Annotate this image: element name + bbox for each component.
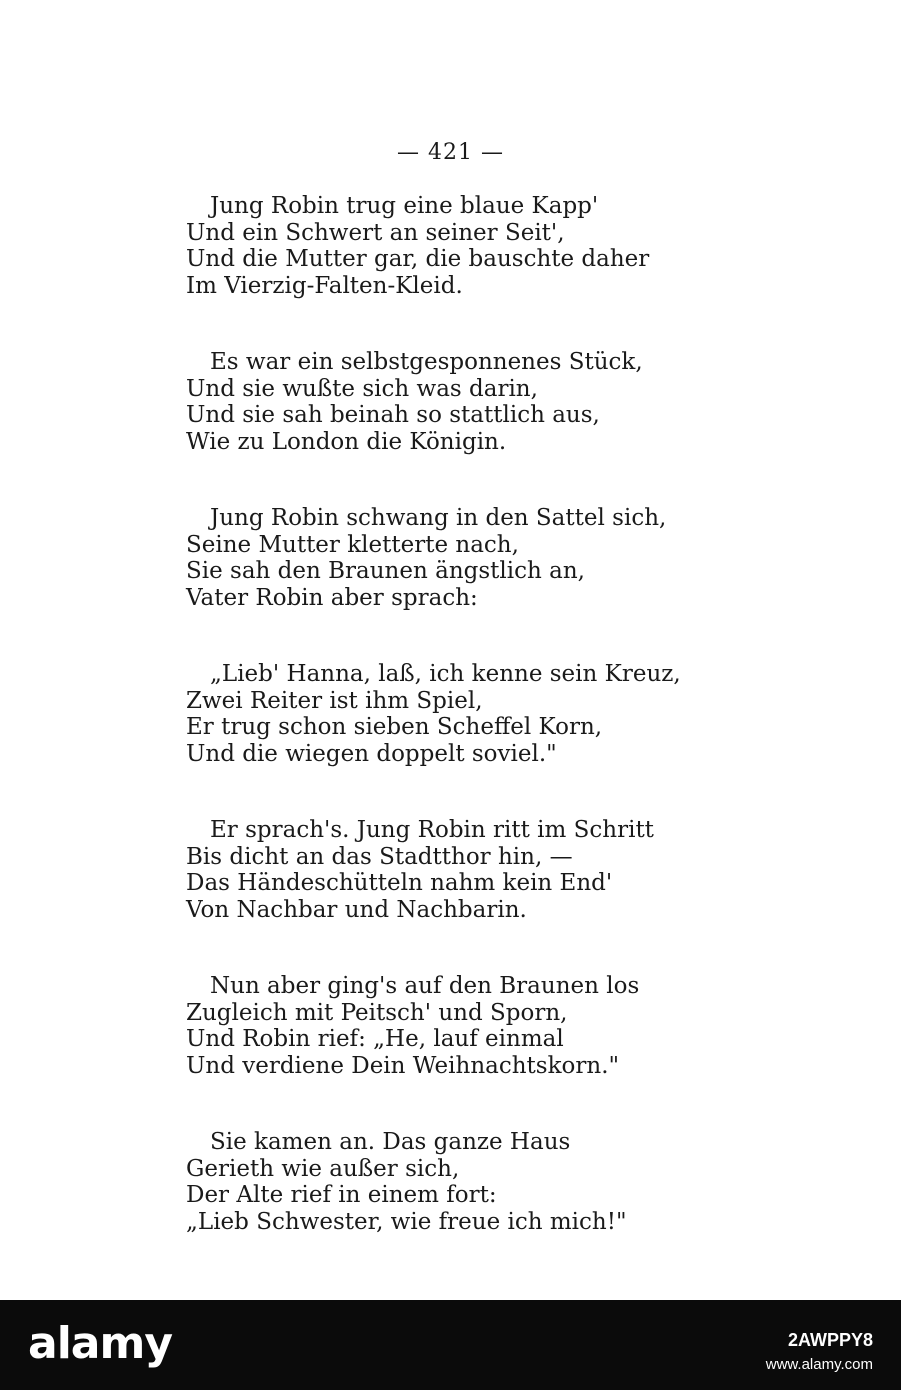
poem-line: Und sie wußte sich was darin,	[186, 375, 538, 402]
poem-line: Sie sah den Braunen ängstlich an,	[186, 558, 585, 584]
poem	[186, 193, 681, 1285]
poem-line: Gerieth wie außer sich,	[186, 1155, 460, 1182]
site-url: www.alamy.com	[765, 1356, 873, 1373]
poem-line: Und die wiegen doppelt soviel."	[186, 740, 557, 767]
poem-line: Das Händeschütteln nahm kein End'	[186, 870, 613, 896]
poem-line: Und sie sah beinah so stattlich aus,	[186, 402, 600, 428]
stock-watermark-banner	[0, 1300, 901, 1390]
poem-line: Und die Mutter gar, die bauschte daher	[186, 246, 650, 272]
poem-line: Bis dicht an das Stadtthor hin, —	[186, 843, 573, 870]
image-id: 2AWPPY8	[787, 1330, 873, 1350]
poem-line: Wie zu London die Königin.	[186, 428, 507, 455]
stanza-3	[186, 505, 667, 611]
poem-line: Jung Robin trug eine blaue Kapp'	[210, 193, 599, 219]
poem-line: Seine Mutter kletterte nach,	[186, 531, 519, 558]
poem-line: Der Alte rief in einem fort:	[186, 1182, 497, 1208]
poem-line: Nun aber ging's auf den Braunen los	[210, 973, 640, 999]
poem-line: Zwei Reiter ist ihm Spiel,	[186, 687, 483, 714]
stanza-1	[186, 193, 650, 299]
poem-line: Er sprach's. Jung Robin ritt im Schritt	[210, 817, 654, 843]
poem-line: Vater Robin aber sprach:	[186, 584, 478, 611]
poem-line: Im Vierzig-Falten-Kleid.	[186, 272, 463, 299]
poem-line: Und Robin rief: „He, lauf einmal	[186, 1026, 564, 1052]
poem-line: Es war ein selbstgesponnenes Stück,	[210, 349, 643, 375]
stanza-6	[186, 973, 640, 1079]
poem-line: Und verdiene Dein Weihnachtskorn."	[186, 1052, 620, 1079]
stanza-7	[186, 1129, 626, 1235]
poem-line: Jung Robin schwang in den Sattel sich,	[210, 505, 667, 531]
poem-line: Er trug schon sieben Scheffel Korn,	[186, 714, 603, 740]
stanza-4	[186, 661, 681, 767]
poem-line: Und ein Schwert an seiner Seit',	[186, 219, 565, 246]
stanza-2	[186, 349, 643, 455]
poem-line: „Lieb Schwester, wie freue ich mich!"	[186, 1208, 627, 1235]
poem-line: Sie kamen an. Das ganze Haus	[210, 1129, 571, 1155]
page-number: — 421 —	[397, 140, 504, 165]
poem-line: „Lieb' Hanna, laß, ich kenne sein Kreuz,	[210, 661, 681, 687]
brand-logo: alamy	[28, 1318, 172, 1369]
poem-line: Zugleich mit Peitsch' und Sporn,	[186, 999, 568, 1026]
stanza-5	[186, 817, 654, 923]
poem-line: Von Nachbar und Nachbarin.	[186, 896, 527, 923]
